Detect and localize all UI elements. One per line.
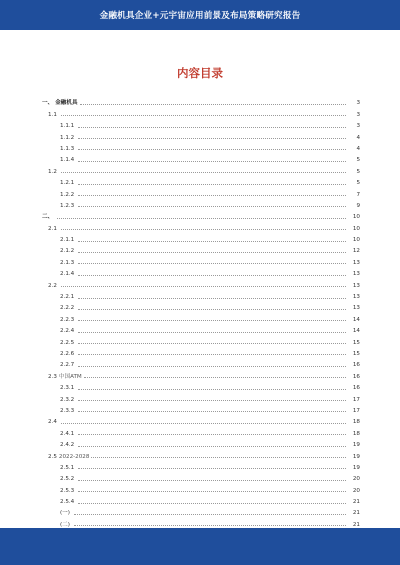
toc-entry[interactable]	[42, 254, 360, 265]
toc-dot-leader	[78, 263, 346, 264]
toc-entry[interactable]	[42, 118, 360, 129]
toc-entry[interactable]	[42, 141, 360, 152]
toc-entry-number: 2.2.4	[60, 328, 75, 335]
toc-dot-leader	[78, 195, 346, 196]
toc-dot-leader	[78, 366, 346, 367]
toc-entry-number: (二)	[60, 521, 70, 528]
toc-dot-leader	[78, 161, 346, 162]
toc-entry[interactable]	[42, 232, 360, 243]
toc-page-number: 13	[352, 282, 360, 289]
toc-entry[interactable]	[42, 494, 360, 505]
toc-entry[interactable]	[42, 460, 360, 471]
toc-page-number: 18	[352, 419, 360, 426]
toc-entry-number: 2.4	[48, 419, 57, 426]
toc-entry-number: 2.2.3	[60, 316, 75, 323]
toc-entry-number: 2.5.4	[60, 499, 75, 506]
toc-dot-leader	[61, 423, 346, 424]
toc-page-number: 10	[352, 225, 360, 232]
toc-dot-leader	[78, 252, 346, 253]
toc-entry-number: 2.1.3	[60, 259, 75, 266]
toc-entry-number: (一)	[60, 510, 70, 517]
toc-dot-leader	[61, 115, 346, 116]
toc-entry[interactable]	[42, 357, 360, 368]
toc-dot-leader	[78, 206, 346, 207]
toc-page-number: 13	[352, 271, 360, 278]
toc-dot-leader	[78, 491, 346, 492]
toc-dot-leader	[61, 172, 346, 173]
toc-entry-number: 2.1.4	[60, 271, 75, 278]
toc-entry-number: 2.2	[48, 282, 57, 289]
toc-entry[interactable]	[42, 516, 360, 527]
toc-entry[interactable]	[42, 482, 360, 493]
toc-page-number: 20	[352, 487, 360, 494]
toc-page-number: 12	[352, 248, 360, 255]
toc-entry-number: 1.1.2	[60, 134, 75, 141]
toc-page-number: 16	[352, 385, 360, 392]
toc-entry-number: 2.1.2	[60, 248, 75, 255]
toc-page-number: 3	[356, 100, 360, 107]
toc-entry-title: 2022-2028	[58, 453, 90, 460]
toc-page-number: 4	[356, 145, 360, 152]
toc-page-number: 14	[352, 328, 360, 335]
toc-entry[interactable]	[42, 106, 360, 117]
toc-entry-number: 2.2.1	[60, 294, 75, 301]
toc-entry-number: 2.5.2	[60, 476, 75, 483]
toc-entry[interactable]	[42, 95, 360, 106]
toc-entry[interactable]	[42, 368, 360, 379]
toc-page-number: 9	[356, 202, 360, 209]
toc-page-number: 20	[352, 476, 360, 483]
toc-entry-number: 1.2.3	[60, 202, 75, 209]
toc-dot-leader	[74, 514, 346, 515]
toc-entry-number: 2.4.2	[60, 442, 75, 449]
toc-page-number: 3	[356, 111, 360, 118]
toc-dot-leader	[78, 411, 346, 412]
toc-entry[interactable]	[42, 380, 360, 391]
toc-page-number: 19	[352, 464, 360, 471]
toc-dot-leader	[78, 127, 346, 128]
toc-entry[interactable]	[42, 300, 360, 311]
toc-entry-number: 1.1.1	[60, 123, 75, 130]
toc-entry-title: 金融机具	[55, 100, 78, 107]
toc-entry-number: 一、	[42, 100, 54, 107]
toc-entry-number: 2.3.3	[60, 407, 75, 414]
toc-entry[interactable]	[42, 186, 360, 197]
toc-entry-number: 2.2.5	[60, 339, 75, 346]
toc-heading: 内容目录	[177, 66, 223, 80]
toc-entry-number: 2.2.6	[60, 350, 75, 357]
toc-entry-number: 2.3	[48, 373, 57, 380]
toc-page-number: 3	[356, 123, 360, 130]
toc-dot-leader	[78, 320, 346, 321]
toc-entry[interactable]	[42, 266, 360, 277]
toc-entry[interactable]	[42, 448, 360, 459]
toc-page-number: 5	[356, 168, 360, 175]
toc-dot-leader	[78, 241, 346, 242]
toc-dot-leader	[78, 149, 346, 150]
toc-entry[interactable]	[42, 403, 360, 414]
toc-dot-leader	[74, 525, 346, 526]
toc-page-number: 19	[352, 442, 360, 449]
toc-dot-leader	[80, 104, 346, 105]
toc-entry-number: 1.1.3	[60, 145, 75, 152]
toc-page-number: 10	[352, 214, 360, 221]
toc-entry[interactable]	[42, 277, 360, 288]
toc-dot-leader	[78, 389, 346, 390]
toc-entry-number: 2.1	[48, 225, 57, 232]
toc-entry[interactable]	[42, 163, 360, 174]
report-header-banner	[0, 0, 400, 30]
toc-dot-leader	[78, 434, 346, 435]
toc-entry[interactable]	[42, 334, 360, 345]
toc-entry-number: 2.5.3	[60, 487, 75, 494]
toc-entry[interactable]	[42, 175, 360, 186]
toc-dot-leader	[78, 184, 346, 185]
toc-page-number: 17	[352, 407, 360, 414]
toc-entry-number: 2.5.1	[60, 464, 75, 471]
toc-entry[interactable]	[42, 289, 360, 300]
toc-page-number: 13	[352, 305, 360, 312]
toc-entry-number: 二、	[42, 214, 54, 221]
toc-page-number: 16	[352, 373, 360, 380]
toc-entry-number: 2.3.2	[60, 396, 75, 403]
toc-dot-leader	[61, 229, 346, 230]
toc-entry[interactable]	[42, 129, 360, 140]
toc-dot-leader	[78, 275, 346, 276]
toc-entry-number: 2.4.1	[60, 430, 75, 437]
toc-dot-leader	[78, 480, 346, 481]
toc-page-number: 13	[352, 294, 360, 301]
toc-entry[interactable]	[42, 505, 360, 516]
toc-page-number: 5	[356, 157, 360, 164]
toc-entry-title: 中国ATM	[58, 373, 82, 380]
toc-entry[interactable]	[42, 323, 360, 334]
toc-entry-number: 2.3.1	[60, 385, 75, 392]
toc-entry[interactable]	[42, 346, 360, 357]
toc-entry[interactable]	[42, 243, 360, 254]
toc-dot-leader	[78, 332, 346, 333]
toc-entry-number: 1.1.4	[60, 157, 75, 164]
toc-page-number: 15	[352, 339, 360, 346]
toc-page-number: 21	[352, 521, 360, 528]
toc-entry[interactable]	[42, 437, 360, 448]
toc-dot-leader	[78, 503, 346, 504]
toc-entry-number: 1.2.1	[60, 180, 75, 187]
toc-entry[interactable]	[42, 152, 360, 163]
toc-page-number: 17	[352, 396, 360, 403]
toc-dot-leader	[57, 218, 346, 219]
toc-entry[interactable]	[42, 220, 360, 231]
toc-entry[interactable]	[42, 471, 360, 482]
toc-dot-leader	[78, 446, 346, 447]
toc-page-number: 13	[352, 259, 360, 266]
footer-banner	[0, 528, 400, 565]
toc-page-number: 21	[352, 510, 360, 517]
toc-entry-number: 2.5	[48, 453, 57, 460]
toc-dot-leader	[78, 309, 346, 310]
toc-page-number: 16	[352, 362, 360, 369]
toc-page-number: 19	[352, 453, 360, 460]
toc-dot-leader	[78, 354, 346, 355]
toc-dot-leader	[91, 457, 346, 458]
toc-dot-leader	[84, 377, 346, 378]
toc-entry-number: 2.2.7	[60, 362, 75, 369]
toc-page-number: 18	[352, 430, 360, 437]
toc-entry-number: 1.1	[48, 111, 57, 118]
toc-dot-leader	[78, 343, 346, 344]
toc-entry[interactable]	[42, 198, 360, 209]
toc-entry[interactable]	[42, 425, 360, 436]
toc-page-number: 21	[352, 499, 360, 506]
toc-dot-leader	[78, 138, 346, 139]
toc-entry[interactable]	[42, 209, 360, 220]
table-of-contents	[42, 95, 360, 551]
toc-dot-leader	[78, 298, 346, 299]
toc-page-number: 4	[356, 134, 360, 141]
toc-entry[interactable]	[42, 311, 360, 322]
toc-dot-leader	[78, 400, 346, 401]
toc-page-number: 15	[352, 350, 360, 357]
toc-entry-number: 1.2	[48, 168, 57, 175]
toc-dot-leader	[78, 468, 346, 469]
toc-page-number: 7	[356, 191, 360, 198]
report-title: 金融机具企业+元宇宙应用前景及布局策略研究报告	[99, 11, 301, 21]
toc-page-number: 5	[356, 180, 360, 187]
toc-entry-number: 2.2.2	[60, 305, 75, 312]
toc-entry-number: 2.1.1	[60, 237, 75, 244]
toc-entry[interactable]	[42, 391, 360, 402]
toc-entry[interactable]	[42, 414, 360, 425]
toc-page-number: 14	[352, 316, 360, 323]
toc-page-number: 10	[352, 237, 360, 244]
toc-dot-leader	[61, 286, 346, 287]
toc-entry-number: 1.2.2	[60, 191, 75, 198]
